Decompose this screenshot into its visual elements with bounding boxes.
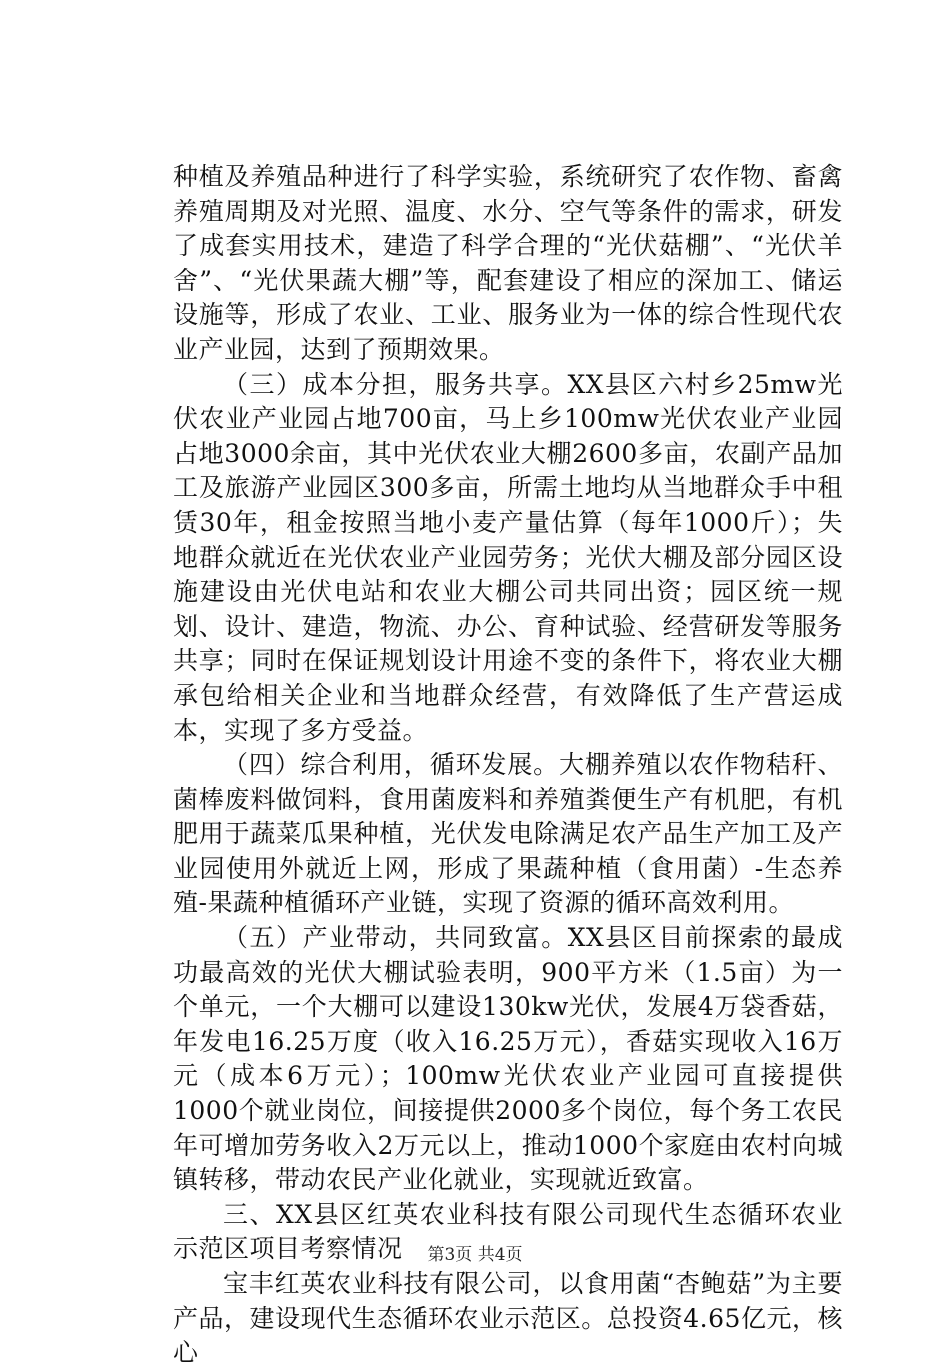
body-paragraph-3: （四）综合利用，循环发展。大棚养殖以农作物秸秆、菌棒废料做饲料，食用菌废料和养殖粪便生产有机肥，有机肥用于蔬菜瓜果种植，光伏发电除满足农产品生产加工及产业园使用外就近上网，形成了果蔬种植（食用菌）-生态养殖-果蔬种植循环产业链，实现了资源的循环高效利用。 [173,750,843,918]
body-paragraph-5: 宝丰红英农业科技有限公司，以食用菌“杏鲍菇”为主要产品，建设现代生态循环农业示范区。总投资4.65亿元，核心 [173,1269,843,1368]
section-heading: 三、XX县区红英农业科技有限公司现代生态循环农业示范区项目考察情况 [173,1199,843,1264]
page-number-footer: 第3页 共4页 [427,1245,523,1265]
body-paragraph-2: （三）成本分担，服务共享。XX县区六村乡25mw光伏农业产业园占地700亩，马上乡100mw光伏农业产业园占地3000余亩，其中光伏农业大棚2600多亩，农副产品加工及旅游产业园区300多亩，所需土地均从当地群众手中租赁30年，租金按照当地小麦产量估算（每年1000斤）；失地群众就近在光伏农业产业园劳务；光伏大棚及部分园区设施建设由光伏电站和农业大棚公司共同出资；园区统一规划、设计、建造，物流、办公、育种试验、经营研发等服务共享；同时在保证规划设计用途不变的条件下，将农业大棚承包给相关企业和当地群众经营，有效降低了生产营运成本，实现了多方受益。 [173,369,843,745]
body-paragraph-1: 种植及养殖品种进行了科学实验，系统研究了农作物、畜禽养殖周期及对光照、温度、水分、空气等条件的需求，研发了成套实用技术，建造了科学合理的“光伏菇棚”、“光伏羊舍”、“光伏果蔬大棚”等，配套建设了相应的深加工、储运设施等，形成了农业、工业、服务业为一体的综合性现代农业产业园，达到了预期效果。 [173,162,843,364]
document-body [173,160,843,1371]
body-paragraph-4: （五）产业带动，共同致富。XX县区目前探索的最成功最高效的光伏大棚试验表明，900平方米（1.5亩）为一个单元，一个大棚可以建设130kw光伏，发展4万袋香菇，年发电16.25万度（收入16.25万元），香菇实现收入16万元（成本6万元）；100mw光伏农业产业园可直接提供1000个就业岗位，间接提供2000多个岗位，每个务工农民年可增加劳务收入2万元以上，推动1000个家庭由农村向城镇转移，带动农民产业化就业，实现就近致富。 [173,923,843,1195]
